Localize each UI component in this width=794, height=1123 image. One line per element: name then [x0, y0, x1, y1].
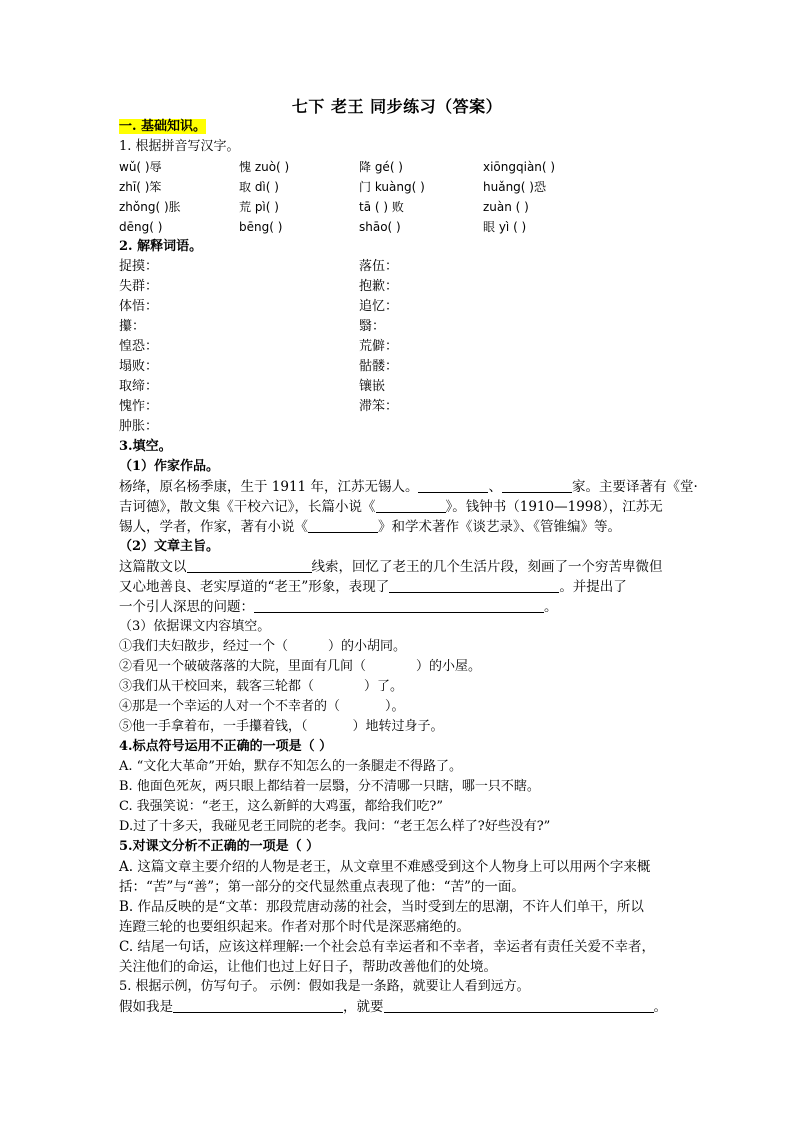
- blank-line[interactable]: [254, 598, 544, 613]
- option-line: 括：“苦”与“善”；第一部分的交代显然重点表现了他：“苦”的一面。: [119, 879, 525, 895]
- text-segment: 这篇散文以: [119, 559, 187, 575]
- theme-line: [119, 577, 679, 597]
- pinyin-row: [119, 197, 679, 217]
- vocab-term: 攥：: [119, 319, 146, 334]
- fill-item: [119, 697, 679, 717]
- text-segment: ）。: [385, 699, 405, 714]
- worksheet-content: [119, 117, 698, 1017]
- vocab-row: [119, 357, 679, 377]
- pinyin-cell: 眼 yì ( ): [483, 220, 527, 234]
- pinyin-cell: 荒 pì( ): [239, 200, 279, 214]
- vocab-term: 捉摸：: [119, 259, 159, 274]
- vocab-term: 失群：: [119, 279, 159, 294]
- vocab-term: 愧怍：: [119, 399, 159, 414]
- imitation-line: [119, 997, 679, 1017]
- text-segment: 》。钱钟书（1910—1998），江苏无: [445, 499, 663, 515]
- option-line: C. 结尾一句话，应该这样理解:一个社会总有幸运者和不幸者，幸运者有责任关爱不幸者，: [119, 939, 655, 955]
- pinyin-cell: xiōngqiàn( ): [483, 160, 556, 174]
- question-5-title: 5.对课文分析不正确的一项是（ ）: [119, 839, 320, 854]
- author-line: [119, 477, 698, 497]
- theme-line: [119, 557, 679, 577]
- section-heading: 一. 基础知识。: [119, 119, 207, 134]
- pinyin-cell: dēng( ): [119, 220, 163, 234]
- question-2-title: 2. 解释词语。: [119, 239, 203, 254]
- vocab-term: 追忆：: [359, 299, 399, 314]
- author-line: [119, 517, 679, 537]
- blank-line[interactable]: [173, 998, 343, 1013]
- blank-line[interactable]: [384, 998, 654, 1013]
- fill-item: [119, 717, 679, 737]
- fill-item: [119, 657, 679, 677]
- blank-line[interactable]: [187, 558, 312, 573]
- text-segment: ⑤他一手拿着布，一手攥着钱，（: [119, 719, 308, 734]
- text-segment: ）的小屋。: [416, 659, 482, 674]
- pinyin-cell: tā ( ) 败: [359, 200, 404, 214]
- text-segment: 。: [653, 999, 667, 1015]
- option-line: B. 作品反映的是“文革：那段荒唐动荡的社会，当时受到左的思潮，不许人们单干，所以: [119, 899, 644, 915]
- vocab-row: [119, 317, 679, 337]
- text-segment: 一个引人深思的问题：: [119, 599, 254, 615]
- vocab-term: 取缔：: [119, 379, 159, 394]
- question-3-3-title: （3）依据课文内容填空。: [119, 619, 271, 634]
- option-b: B. 他面色死灰，两只眼上都结着一层翳，分不清哪一只瞎，哪一只不瞎。: [119, 779, 540, 794]
- pinyin-cell: 门 kuàng( ): [359, 180, 425, 194]
- text-segment: 线索，回忆了老王的几个生活片段，刻画了一个穷苦卑微但: [311, 559, 663, 575]
- pinyin-cell: shāo( ): [359, 220, 401, 234]
- pinyin-row: [119, 157, 679, 177]
- question-4-title: 4.标点符号运用不正确的一项是（ ）: [119, 739, 333, 754]
- option-d: D.过了十多天，我碰见老王同院的老李。我问：“老王怎么样了?好些没有?”: [119, 819, 551, 834]
- theme-line: [119, 597, 679, 617]
- vocab-term: 惶恐：: [119, 339, 159, 354]
- text-segment: ④那是一个幸运的人对一个不幸者的（: [119, 699, 341, 714]
- pinyin-cell: 取 dì( ): [239, 180, 279, 194]
- option-line: 连蹬三轮的也要组织起来。作者对那个时代是深恶痛绝的。: [119, 919, 470, 935]
- pinyin-cell: 降 gé( ): [359, 160, 403, 174]
- pinyin-cell: zhī( )笨: [119, 180, 162, 194]
- text-segment: 。并提出了: [559, 579, 627, 595]
- text-segment: 假如我是: [119, 999, 173, 1015]
- text-segment: ，就要: [343, 999, 384, 1015]
- text-segment: ）的小胡同。: [328, 639, 407, 654]
- vocab-row: [119, 277, 679, 297]
- text-segment: ②看见一个破破落落的大院，里面有几间（: [119, 659, 367, 674]
- blank-line[interactable]: [418, 478, 488, 493]
- vocab-term: 翳：: [359, 319, 386, 334]
- vocab-row: [119, 377, 679, 397]
- text-segment: 家。主要译著有《堂·: [571, 479, 698, 495]
- blank-line[interactable]: [502, 478, 572, 493]
- vocab-term: 荒僻：: [359, 339, 399, 354]
- text-segment: ①我们夫妇散步，经过一个（: [119, 639, 289, 654]
- text-segment: 吉诃德》，散文集《干校六记》，长篇小说《: [119, 499, 376, 515]
- vocab-term: 抱歉：: [359, 279, 399, 294]
- option-a: A. “文化大革命”开始，默存不知怎么的一条腿走不得路了。: [119, 759, 462, 774]
- vocab-row: [119, 417, 679, 437]
- text-segment: ）了。: [364, 679, 404, 694]
- question-3-1-title: （1）作家作品。: [119, 459, 220, 474]
- vocab-term: 体悟：: [119, 299, 159, 314]
- vocab-term: 塌败：: [119, 359, 159, 374]
- vocab-row: [119, 297, 679, 317]
- pinyin-cell: wǔ( )辱: [119, 160, 162, 174]
- vocab-term: 骷髅：: [359, 359, 399, 374]
- question-3-2-title: （2）文章主旨。: [119, 539, 220, 554]
- pinyin-cell: zuàn ( ): [483, 200, 529, 214]
- text-segment: 杨绛，原名杨季康，生于 1911 年，江苏无锡人。: [119, 479, 419, 495]
- author-line: [119, 497, 679, 517]
- blank-line[interactable]: [389, 578, 559, 593]
- text-segment: ）地转过身子。: [352, 719, 444, 734]
- question-1-title: 1. 根据拼音写汉字。: [119, 139, 240, 154]
- pinyin-row: [119, 177, 679, 197]
- text-segment: 锡人，学者，作家，著有小说《: [119, 519, 308, 535]
- blank-line[interactable]: [376, 498, 446, 513]
- vocab-term: 镶嵌: [359, 379, 386, 394]
- text-segment: 、: [488, 479, 502, 495]
- vocab-row: [119, 257, 679, 277]
- fill-item: [119, 677, 679, 697]
- question-3-title: 3.填空。: [119, 439, 172, 454]
- vocab-term: 滞笨：: [359, 399, 399, 414]
- option-line: 关注他们的命运，让他们也过上好日子，帮助改善他们的处境。: [119, 959, 497, 975]
- fill-item: [119, 637, 679, 657]
- pinyin-row: [119, 217, 679, 237]
- pinyin-cell: 愧 zuò( ): [239, 160, 290, 174]
- text-segment: 》和学术著作《谈艺录》、《管锥编》等。: [378, 519, 621, 535]
- text-segment: 又心地善良、老实厚道的“老王”形象，表现了: [119, 579, 390, 595]
- question-6-title: 5. 根据示例，仿写句子。 示例：假如我是一条路，就要让人看到远方。: [119, 979, 530, 994]
- text-segment: ③我们从干校回来，载客三轮都（: [119, 679, 315, 694]
- vocab-row: [119, 337, 679, 357]
- vocab-row: [119, 397, 679, 417]
- page-title: 七下 老王 同步练习（答案）: [291, 97, 503, 116]
- option-line: A. 这篇文章主要介绍的人物是老王，从文章里不难感受到这个人物身上可以用两个字来概: [119, 859, 651, 875]
- option-c: C. 我强笑说：“老王，这么新鲜的大鸡蛋，都给我们吃?”: [119, 799, 444, 814]
- text-segment: 。: [544, 599, 558, 615]
- pinyin-cell: huǎng( )恐: [483, 180, 546, 194]
- vocab-term: 落伍：: [359, 259, 399, 274]
- vocab-term: 肿胀：: [119, 419, 159, 434]
- pinyin-cell: bēng( ): [239, 220, 283, 234]
- pinyin-cell: zhǒng( )胀: [119, 200, 181, 214]
- blank-line[interactable]: [308, 518, 378, 533]
